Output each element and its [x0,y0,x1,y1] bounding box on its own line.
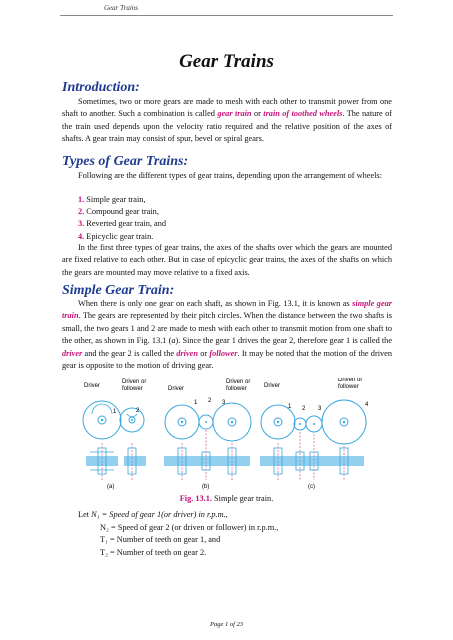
running-header: Gear Trains [104,4,139,12]
label-gear-2-c: 2 [302,406,306,412]
intro-paragraph: Sometimes, two or more gears are made to mesh with each other to transmit power from one shaft to another. Such a combination is called gear train or train of toothed wheels. The nature of the train used depends upon the velocity ratio required and the relative position of the axes of shafts. A gear train may consist of spur, bevel or spiral gears. [62,97,393,144]
definition-n2: N₂ = Speed of gear 2 (or driven or follower) in r.p.m., [100,522,279,532]
label-gear-3-b: 3 [222,400,226,406]
label-driven-or-c: Driven or [338,378,363,383]
label-gear-1-a: 1 [113,409,117,415]
figure-part-a [83,379,146,490]
heading-simple-gear-train: Simple Gear Train: [62,283,175,298]
label-gear-2-a: 2 [136,408,140,414]
label-driven-or-b: Driven or [226,379,251,385]
label-part-b: (b) [202,484,210,490]
list-item: 2. Compound gear train, [78,207,159,217]
page-title: Gear Trains [179,51,274,72]
types-paragraph-2: In the first three types of gear trains, the axes of the shafts over which the gears are mounted are fixed relative to each other. But in case of epicyclic gear trains, the axes of the shafts on which the gears are mounted may move relative to a fixed axis. [62,243,392,277]
label-follower-c: follower [338,384,359,390]
label-driver-b: Driver [168,386,184,392]
types-list [78,194,166,243]
heading-introduction: Introduction: [62,80,140,95]
label-driver-a: Driver [84,383,100,389]
label-gear-2-b: 2 [208,398,212,404]
figure-caption: Fig. 13.1. Simple gear train. [179,494,274,503]
label-follower-a: follower [122,386,143,392]
simple-gear-train-figure [82,378,382,490]
list-item: 3. Reverted gear train, and [78,219,167,229]
label-follower-b: follower [226,386,247,392]
page-number: Page 1 of 23 [209,621,244,628]
list-item: 1. Simple gear train, [78,195,146,204]
label-gear-1-b: 1 [194,400,198,406]
label-driven-or-a: Driven or [122,379,147,385]
label-part-c: (c) [308,484,315,490]
types-lead-paragraph: Following are the different types of gear trains, depending upon the arrangement of wheels: [78,171,382,180]
figure-part-b [164,379,251,490]
list-item: 4. Epicyclic gear train. [78,231,154,241]
heading-types: Types of Gear Trains: [62,154,189,169]
label-gear-3-c: 3 [318,406,322,412]
label-part-a: (a) [107,484,115,490]
figure-part-c [260,378,369,490]
header-divider [60,15,393,16]
variable-definitions [78,509,278,559]
label-gear-1-c: 1 [288,404,292,410]
definition-t1: T₁ = Number of teeth on gear 1, and [100,535,221,545]
definition-t2: T₂ = Number of teeth on gear 2. [100,547,207,557]
definition-n1: Let N₁ = Speed of gear 1(or driver) in r.p.m., [78,510,228,519]
label-driver-c: Driver [264,383,280,389]
simple-gear-paragraph: When there is only one gear on each shaft, as shown in Fig. 13.1, it is known as simple gear train. The gears are represented by their pitch circles. When the distance between the two shafts is small, the two gears 1 and 2 are made to mesh with each other to transmit motion from one shaft to the other, as shown in Fig. 13.1 (a). Since the gear 1 drives the gear 2, therefore gear 1 is called the driver and the gear 2 is called the driven or follower. It may be noted that the motion of the driven gear is opposite to the motion of driving gear. [62,299,393,371]
label-gear-4-c: 4 [365,402,369,408]
